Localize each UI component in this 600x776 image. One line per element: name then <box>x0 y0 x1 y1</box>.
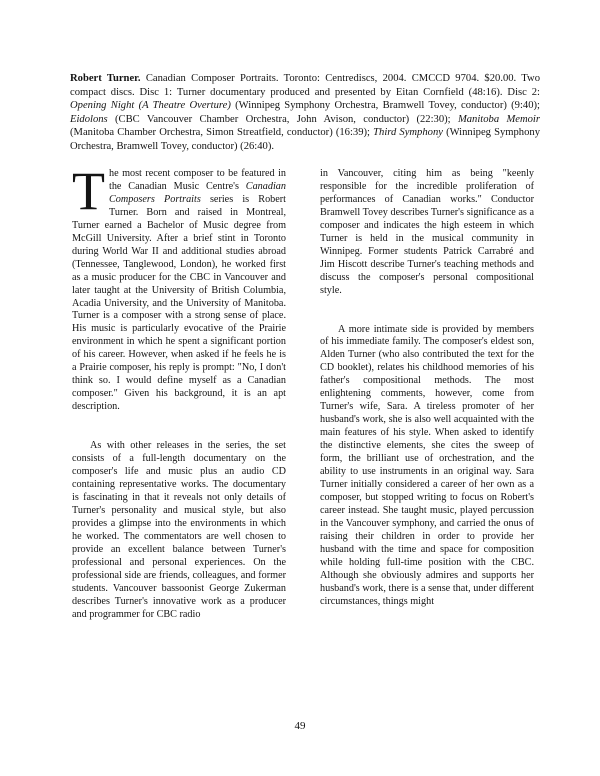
work-detail: (CBC Vancouver Chamber Orchestra, John Avison, conductor) (22:30); <box>107 113 458 125</box>
paragraph: A more intimate side is provided by members of his immediate family. The composer's eldest son, Alden Turner (who also contributed the text for the CD booklet), relates his childhood memories of his father's compositional methods. The most enlightening comments, however, come from Turner's wife, Sara. A tireless promoter of her husband's work, she is also well acquainted with the main features of his style. When asked to identify the distinctive elements, she cites the sweep of form, the brilliant use of orchestration, and the ability to use instruments in an original way. Sara Turner initially considered a career of her own as a composer, but stopped writing to focus on Robert's career instead. She taught music, played percussion in the Vancouver symphony, and carried the onus of raising their children in order to provide her husband with the time and space for composition while holding full-time position with the CBC. Although she obviously admires and supports her husband's work, there is a sense that, under different circumstances, things might <box>320 323 534 607</box>
paragraph: As with other releases in the series, the set consists of a full-length documentary on the composer's life and music plus an audio CD containing representative works. The documentary is fascinating in that it reveals not only details of Turner's personality and musical style, but also provides a glimpse into the environments in which he worked. The commentators are well chosen to provide an excellent balance between Turner's professional and personal experiences. On the professional side are friends, colleagues, and former students. Vancouver bassoonist George Zukerman describes Turner's innovative work as a producer and programmer for CBC radio <box>72 440 286 620</box>
citation-text: Canadian Composer Portraits. Toronto: Centrediscs, 2004. CMCCD 9704. $20.00. Two compact discs. Disc 1: Turner documentary produced and presented by Eitan Cornfield (48:16). Disc 2: <box>70 73 540 98</box>
paragraph-text: he most recent composer to be featured in the Canadian Music Centre's <box>109 168 286 192</box>
paragraph <box>72 161 286 414</box>
paragraph-text: series is Robert Turner. Born and raised in Montreal, Turner earned a Bachelor of Music degree from McGill University. After a brief stint in Toronto during World War II and additional studies abroad (Tennessee, Tanglewood, London), he worked first as a music producer for the CBC in Vancouver and later taught at the University of British Columbia, Acadia University, and the University of Manitoba. Turner is a composer with a strong sense of place. His music is particularly evocative of the Prairie environment in which he spent a significant portion of his career. However, when asked if he feels he is a Prairie composer, his reply is prompt: "No, I don't think so. I would define myself as a Canadian composer." Given his background, it is an apt description. <box>72 193 286 413</box>
work-detail: (Winnipeg Symphony Orchestra, Bramwell Tovey, conductor) (26:40). <box>70 127 540 152</box>
left-column <box>72 161 286 621</box>
citation-header <box>70 72 540 154</box>
review-author: Robert Turner. <box>70 73 141 84</box>
work-title: Third Symphony <box>373 127 443 139</box>
work-detail: (Winnipeg Symphony Orchestra, Bramwell Tovey, conductor) (9:40); <box>230 100 540 112</box>
paragraph: in Vancouver, citing him as being "keenly responsible for the incredible proliferation of performances of Canadian works." Conductor Bramwell Tovey describes Turner's significance as a composer and indicates the high esteem in which Turner is held in the musical community in Winnipeg. Former students Patrick Carrabré and Jim Hiscott describe Turner's teaching methods and discuss the composer's personal compositional style. <box>320 168 534 296</box>
series-title: Canadian Composers Portraits <box>109 180 286 205</box>
work-detail: (Manitoba Chamber Orchestra, Simon Streatfield, conductor) (16:39); <box>70 127 374 139</box>
page-number: 49 <box>294 720 306 732</box>
work-title: Manitoba Memoir <box>457 113 540 125</box>
work-title: Eidolons <box>70 113 108 125</box>
right-column <box>320 168 534 609</box>
work-title: Opening Night (A Theatre Overture) <box>70 100 231 112</box>
drop-cap: T <box>72 161 105 221</box>
